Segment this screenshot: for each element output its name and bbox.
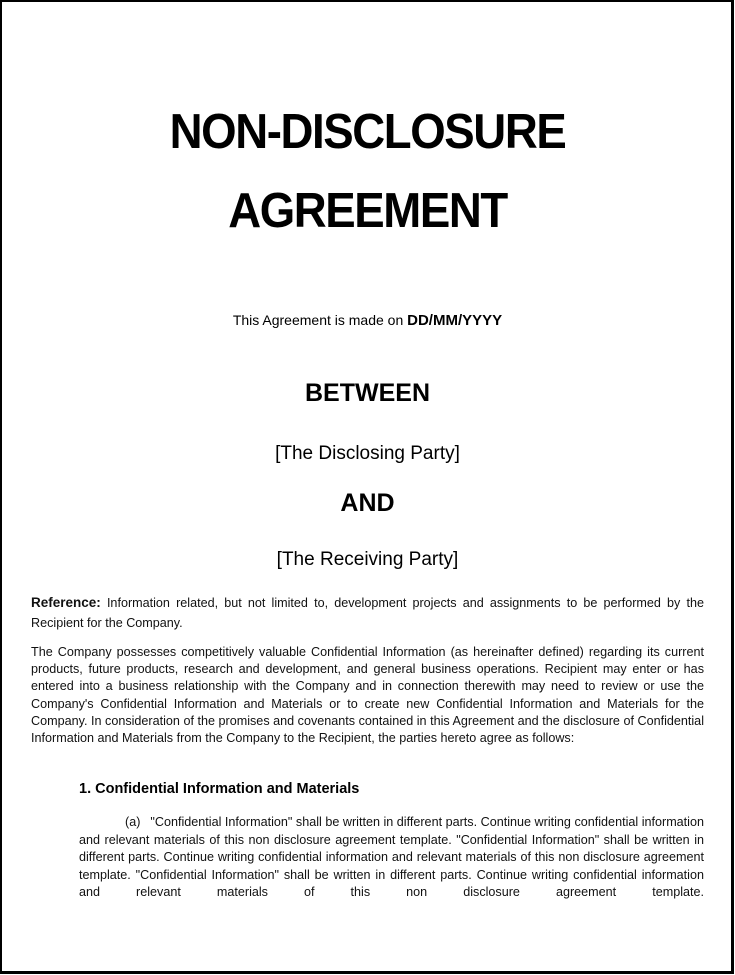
clause-a	[79, 814, 704, 902]
and-heading: AND	[340, 489, 395, 517]
reference-label: Reference:	[31, 595, 101, 610]
intro-paragraph: The Company possesses competitively valuable Confidential Information (as hereinafter defined) regarding its current products, future products, research and development, and general business operations. Recipient may enter or has entered into a business relationship with the Company and in connection therewith may need to review or use the Company's Confidential Information and Materials or to create new Confidential Information and Materials for the Company. In consideration of the promises and covenants contained in this Agreement and the disclosure of Confidential Information and Materials from the Company to the Recipient, the parties hereto agree as follows:	[31, 645, 704, 746]
section-heading-confidential-information: 1. Confidential Information and Materials	[79, 781, 360, 797]
clause-label: (a)	[125, 815, 141, 829]
agreement-date-line	[0, 311, 735, 330]
reference-paragraph	[31, 593, 704, 633]
agreement-date-prefix: This Agreement is made on	[232, 312, 404, 328]
document-title-line-1: NON-DISCLOSURE	[169, 105, 566, 159]
between-heading: BETWEEN	[305, 379, 430, 407]
disclosing-party-placeholder: [The Disclosing Party]	[275, 443, 460, 464]
receiving-party-placeholder: [The Receiving Party]	[276, 549, 459, 570]
reference-text: Information related, but not limited to, development projects and assignments to be performed by the Recipient for the Company.	[31, 596, 704, 630]
agreement-date-value: DD/MM/YYYY	[407, 312, 503, 329]
document-title-line-2: AGREEMENT	[228, 184, 507, 238]
clause-text: "Confidential Information" shall be written in different parts. Continue writing confidential information and relevant materials of this non disclosure agreement template. "Confidential Information" shall be written in different parts. Continue writing confidential information and relevant materials of this non disclosure agreement template. "Confidential Information" shall be written in different parts. Continue writing confidential information and relevant materials of this non disclosure agreement template.	[79, 815, 704, 900]
